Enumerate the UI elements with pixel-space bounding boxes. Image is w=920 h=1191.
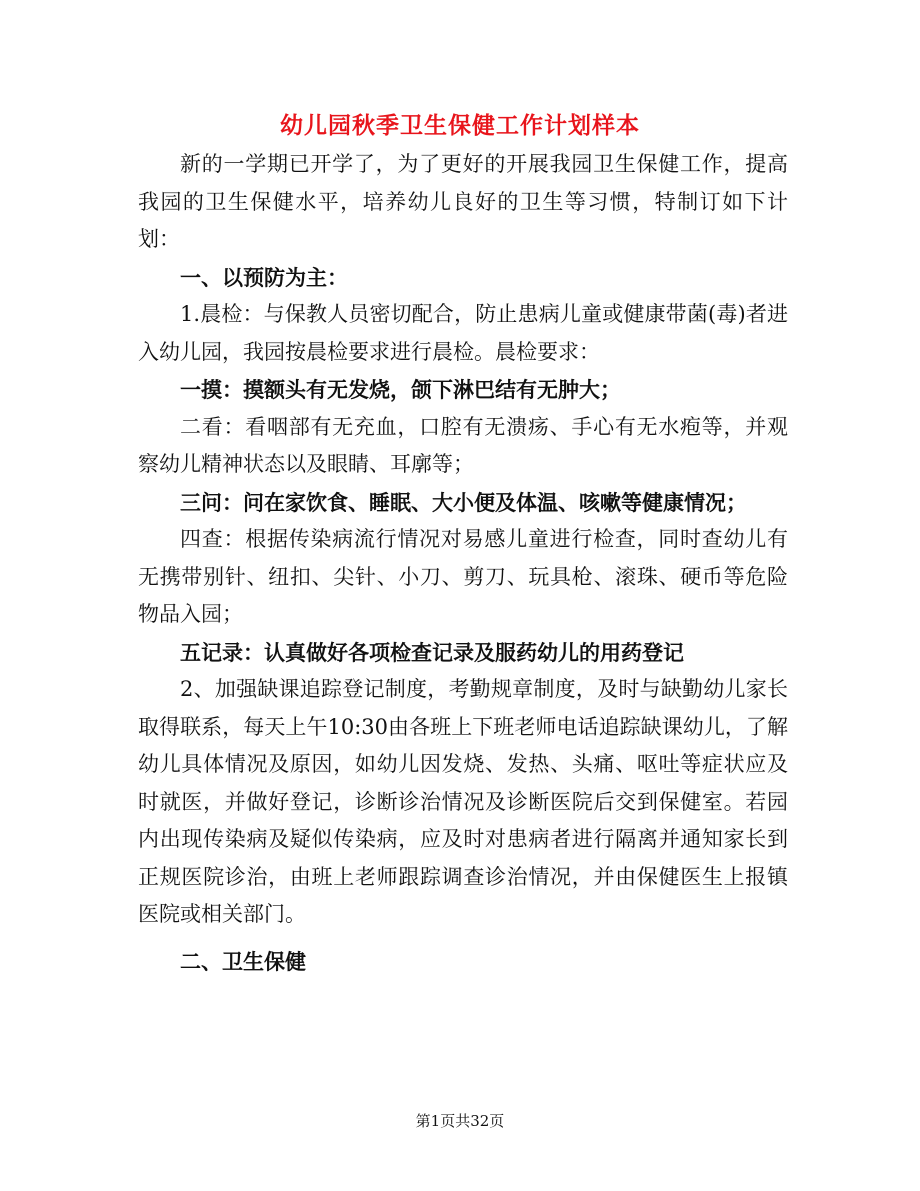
- check-ask-item: 三问：问在家饮食、睡眠、大小便及体温、咳嗽等健康情况；: [180, 489, 747, 515]
- check-inspect-item: 四查：根据传染病流行情况对易感儿童进行检查，同时查幼儿有无携带别针、纽扣、尖针、小刀、剪刀、玩具枪、滚珠、硬币等危险物品入园；: [138, 527, 788, 626]
- check-record-item: 五记录：认真做好各项检查记录及服药幼儿的用药登记: [180, 639, 684, 665]
- check-touch-item: 一摸：摸额头有无发烧，颌下淋巴结有无肿大；: [180, 377, 621, 402]
- page-footer: 第1页共32页: [415, 1112, 505, 1130]
- section-heading-hygiene: 二、卫生保健: [180, 948, 306, 974]
- document-body: [138, 146, 788, 980]
- section-heading-prevention: 一、以预防为主：: [180, 264, 348, 290]
- morning-check-paragraph: 1.晨检：与保教人员密切配合，防止患病儿童或健康带菌(毒)者进入幼儿园，我园按晨检要求进行晨检。晨检要求：: [138, 302, 788, 364]
- document-title: 幼儿园秋季卫生保健工作计划样本: [280, 112, 640, 139]
- intro-paragraph: 新的一学期已开学了，为了更好的开展我园卫生保健工作，提高我园的卫生保健水平，培养幼儿良好的卫生等习惯，特制订如下计划：: [138, 152, 788, 251]
- absence-tracking-paragraph: 2、加强缺课追踪登记制度，考勤规章制度，及时与缺勤幼儿家长取得联系，每天上午10:30由各班上下班老师电话追踪缺课幼儿，了解幼儿具体情况及原因，如幼儿因发烧、发热、头痛、呕吐等症状应及时就医，并做好登记，诊断诊治情况及诊断医院后交到保健室。若园内出现传染病及疑似传染病，应及时对患病者进行隔离并通知家长到正规医院诊治，由班上老师跟踪调查诊治情况，并由保健医生上报镇医院或相关部门。: [138, 677, 788, 926]
- check-look-item: 二看：看咽部有无充血，口腔有无溃疡、手心有无水疱等，并观察幼儿精神状态以及眼睛、耳廓等；: [138, 414, 788, 476]
